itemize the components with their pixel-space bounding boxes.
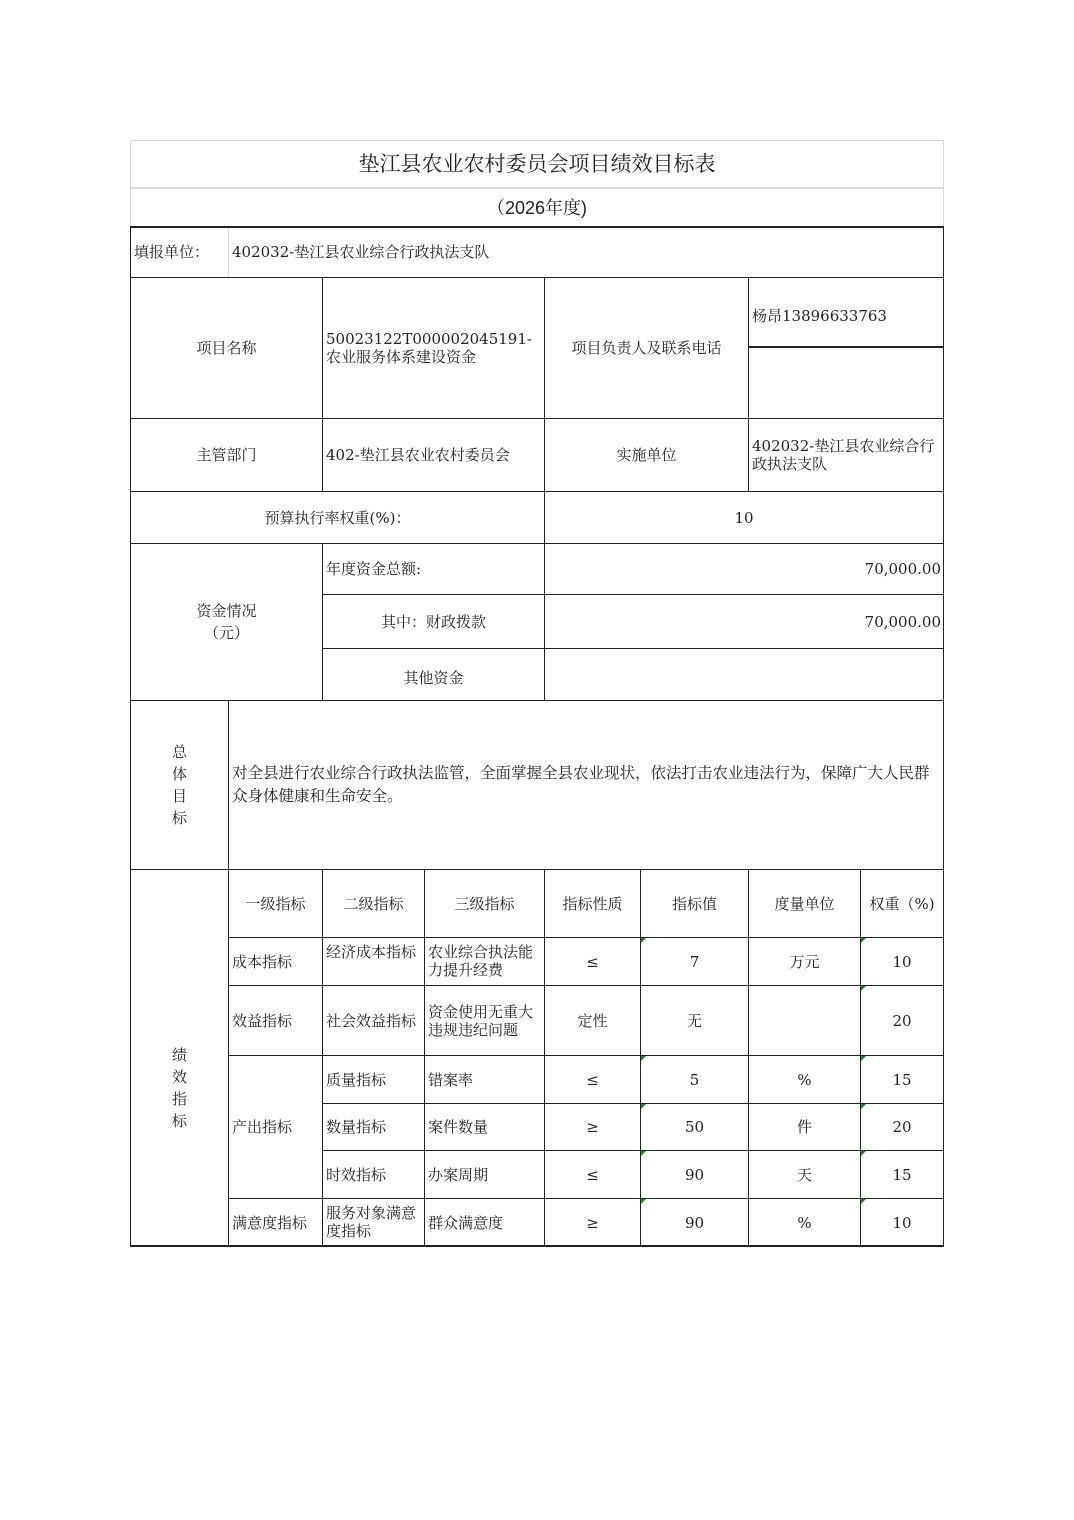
row-unit: % [797,1070,812,1089]
grid-line [228,1198,944,1199]
row-unit: % [797,1213,812,1232]
grid-line [860,869,861,1246]
overall-goal-char: 标 [171,809,187,827]
row-level3: 案件数量 [428,1118,489,1136]
grid-line [748,869,749,1246]
level1-output: 产出指标 [232,1118,293,1136]
funds-total-label: 年度资金总额: [326,560,422,578]
funds-fiscal-label: 其中：财政拨款 [380,612,486,631]
overall-goal-char: 体 [171,765,187,783]
project-contact-extra [749,348,943,418]
impl-value: 402032-垫江县农业综合行政执法支队 [752,437,935,473]
corner-mark [641,1056,646,1061]
row-weight: 10 [892,952,912,971]
grid-line [228,1055,944,1056]
row-unit: 件 [796,1118,812,1136]
funds-other-value [545,649,943,700]
project-contact-label: 项目负责人及联系电话 [571,339,722,357]
row-level3: 群众满意度 [428,1213,504,1232]
grid-line [322,543,323,700]
overall-goal-text: 对全县进行农业综合行政执法监管，全面掌握全县农业现状，依法打击农业违法行为，保障广大人民群众身体健康和生命安全。 [232,764,930,805]
overall-goal-label [131,701,228,869]
grid-line [424,869,425,1246]
corner-mark [641,938,646,943]
page-title: 垫江县农业农村委员会项目绩效目标表 [358,152,716,176]
corner-mark [861,1104,866,1109]
corner-mark [641,1151,646,1156]
funds-other-label: 其他资金 [403,668,464,687]
row-level3: 农业综合执法能力提升经费 [428,943,534,979]
row-value: 90 [684,1213,705,1232]
level1-cost: 成本指标 [232,952,293,971]
grid-line [130,491,944,492]
row-level2: 经济成本指标 [326,943,417,961]
row-weight: 20 [892,1011,912,1030]
row-level3: 错案率 [428,1070,474,1089]
row-level3: 办案周期 [428,1165,489,1184]
grid-line [748,346,944,348]
grid-line [640,869,641,1246]
grid-line [130,1245,944,1247]
fill-unit-value: 402032-垫江县农业综合行政执法支队 [232,243,490,261]
grid-line [943,227,944,1247]
row-weight: 20 [892,1118,912,1136]
header-level2: 二级指标 [343,894,404,913]
row-unit: 万元 [789,952,820,971]
dept-label: 主管部门 [196,446,257,464]
grid-line [322,1103,944,1104]
impl-label: 实施单位 [616,446,677,464]
grid-line [544,277,545,700]
indicators-char: 效 [171,1068,187,1086]
grid-line [228,700,229,1246]
funds-total-value: 70,000.00 [864,560,941,578]
corner-mark [861,1056,866,1061]
indicators-char: 标 [171,1112,187,1130]
grid-line [322,648,944,649]
row-weight: 15 [892,1165,912,1184]
corner-mark [641,1199,646,1204]
grid-line [130,700,944,701]
header-weight: 权重（%) [869,894,935,913]
row-level2: 质量指标 [326,1070,387,1089]
row-value: 无 [686,1011,702,1030]
funds-label-line1: 资金情况 [196,602,257,620]
header-nature: 指标性质 [562,894,623,913]
project-name-label: 项目名称 [196,339,257,357]
row-level2: 数量指标 [326,1118,387,1136]
grid-line [544,869,545,1246]
row-level2: 服务对象满意度指标 [326,1204,417,1240]
corner-mark [861,1151,866,1156]
level1-benefit: 效益指标 [232,1011,293,1030]
budget-rate-label: 预算执行率权重(%)： [264,508,411,527]
grid-line [228,937,944,938]
project-contact-value: 杨昂13896633763 [752,307,887,325]
row-nature: ≤ [586,1070,599,1089]
overall-goal-char: 总 [171,743,187,761]
grid-line [130,543,944,544]
row-nature: 定性 [577,1011,608,1030]
row-value: 5 [689,1070,700,1089]
year-subtitle: （2026年度) [486,197,588,218]
row-nature: ≥ [586,1118,599,1136]
corner-mark [861,986,866,991]
funds-label-line2: （元） [203,624,249,642]
header-level1: 一级指标 [245,894,306,913]
funds-label [131,544,322,700]
project-name-value: 50023122T000002045191-农业服务体系建设资金 [326,330,532,366]
header-level3: 三级指标 [454,894,515,913]
grid-line [322,594,944,595]
grid-line [322,869,323,1246]
row-unit: 天 [796,1165,812,1184]
corner-mark [861,938,866,943]
corner-mark [861,1199,866,1204]
budget-rate-value: 10 [734,508,754,527]
header-value: 指标值 [671,894,717,913]
grid-line [130,869,944,870]
grid-line [228,985,944,986]
row-value: 7 [689,952,700,971]
funds-fiscal-value: 70,000.00 [864,612,941,631]
row-weight: 15 [892,1070,912,1089]
dept-value: 402-垫江县农业农村委员会 [326,446,510,464]
grid-line [322,277,323,491]
row-value: 90 [684,1165,705,1184]
row-nature: ≥ [586,1213,599,1232]
grid-line [130,418,944,419]
corner-mark [641,1104,646,1109]
header-unit: 度量单位 [774,894,835,913]
row-weight: 10 [892,1213,912,1232]
grid-line [130,227,131,1247]
grid-line [322,1150,944,1151]
indicators-char: 指 [171,1090,187,1108]
row-level2: 时效指标 [326,1165,387,1184]
fill-unit-label: 填报单位： [134,243,210,261]
overall-goal-char: 目 [171,787,187,805]
row-nature: ≤ [586,1165,599,1184]
grid-line [130,277,944,278]
indicators-label [131,870,228,1246]
row-nature: ≤ [586,952,599,971]
row-level3: 资金使用无重大违规违纪问题 [428,1002,534,1039]
indicators-char: 绩 [171,1046,187,1064]
row-level2: 社会效益指标 [326,1011,417,1030]
grid-line [130,226,944,228]
level1-satisfaction: 满意度指标 [232,1213,308,1232]
row-unit [749,986,860,1055]
grid-line [748,277,749,491]
row-value: 50 [684,1118,705,1136]
